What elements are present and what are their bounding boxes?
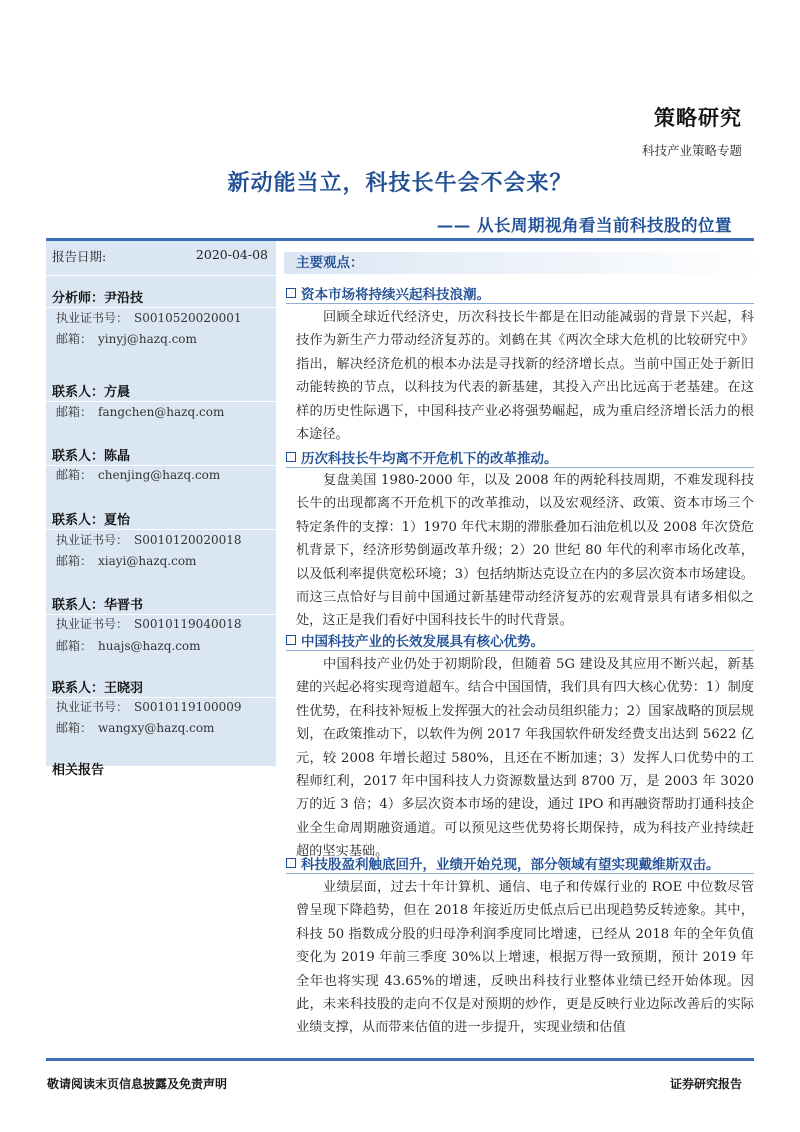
contact-cert-row: [56, 531, 268, 548]
sidebar-divider: [46, 275, 276, 276]
analyst-email[interactable]: yinyj@hazq.com: [98, 332, 197, 346]
contact-email[interactable]: wangxy@hazq.com: [98, 721, 215, 735]
section-body: 复盘美国 1980-2000 年，以及 2008 年的两轮科技周期，不难发现科技长牛的出现都离不开危机下的改革推动，以及宏观经济、政策、资本市场三个特定条件的支撑：1）1970 年代末期的滞胀叠加石油危机以及 2008 年次贷危机背景下，经济形势倒逼改革升级；2）20 世纪 80 年代的利率市场化改革，以及低利率提供宽松环境；3）包括纳斯达克设立在内的多层次资本市场建设。而这三点恰好与目前中国通过新基建带动经济复苏的宏观背景具有诸多相似之处，这正是我们看好中国科技长牛的时代背景。: [296, 473, 754, 629]
section-heading: [286, 630, 544, 650]
contact-cert-label: 执业证书号：: [56, 617, 129, 631]
contact-cert-row: [56, 615, 268, 632]
contact-name: 联系人：方晨: [52, 385, 131, 400]
contact-email[interactable]: fangchen@hazq.com: [98, 405, 225, 419]
report-date-row: [52, 247, 268, 265]
report-date-label: 报告日期:: [52, 249, 107, 264]
report-subcategory: 科技产业策略专题: [641, 143, 742, 158]
section-divider: [286, 873, 754, 874]
analyst-name: 分析师：尹沿技: [52, 291, 144, 306]
footer-disclaimer: 敬请阅读末页信息披露及免责声明: [47, 1077, 228, 1091]
contact-name: 联系人：王晓羽: [52, 681, 144, 696]
section-heading-text: 资本市场将持续兴起科技浪潮。: [301, 287, 490, 303]
section-divider: [286, 467, 754, 468]
contact-email-label: 邮箱：: [56, 721, 93, 735]
section-heading-text: 科技股盈利触底回升，业绩开始兑现，部分领域有望实现戴维斯双击。: [301, 857, 720, 873]
analyst-cert: S0010520020001: [134, 311, 242, 325]
section-heading: [286, 447, 558, 467]
viewpoint-label: 主要观点：: [284, 252, 762, 274]
section-divider: [286, 303, 754, 304]
contact-email-row: [56, 552, 268, 569]
contact-cert-row: [56, 698, 268, 715]
sidebar-divider: [46, 401, 276, 402]
sidebar-divider: [46, 307, 276, 308]
report-date: 2020-04-08: [195, 247, 268, 262]
contact-cert: S0010119100009: [134, 700, 242, 714]
analyst-cert-label: 执业证书号：: [56, 311, 129, 325]
related-reports-heading: 相关报告: [52, 763, 105, 778]
sidebar-divider: [46, 529, 276, 530]
contact-cert: S0010119040018: [134, 617, 242, 631]
footer-report-type: 证券研究报告: [669, 1077, 742, 1091]
section-body: 中国科技产业仍处于初期阶段，但随着 5G 建设及其应用不断兴起，新基建的兴起必将实现弯道超车。结合中国国情，我们具有四大核心优势：1）制度性优势，在科技补短板上发挥强大的社会动员组织能力；2）国家战略的顶层规划，在政策推动下，以软件为例 2017 年我国软件研发经费支出达到 5622 亿元，较 2008 年增长超过 580%，且还在不断加速；3）发挥人口优势中的工程师红利，2017 年中国科技人力资源数量达到 8700 万，是 2003 年 3020 万的近 3 倍；4）多层次资本市场的建设，通过 IPO 和再融资帮助打通科技企业全生命周期融资通道。可以预见这些优势将长期保持，成为科技产业持续赶超的坚实基础。: [296, 657, 754, 860]
checkbox-bullet-icon: [286, 288, 296, 298]
section-body: 业绩层面，过去十年计算机、通信、电子和传媒行业的 ROE 中位数尽管曾呈现下降趋势，但在 2018 年接近历史低点后已出现趋势反转迹象。其中，科技 50 指数成分股的归母净利润季度同比增速，已经从 2018 年的全年负值变化为 2019 年前三季度 30%以上增速，根据万得一致预期，预计 2019 年全年也将实现 43.65%的增速，反映出科技行业整体业绩已经开始体现。因此，未来科技股的走向不仅是对预期的炒作，更是反映行业边际改善后的实际业绩支撑，从而带来估值的进一步提升，实现业绩和估值: [296, 880, 754, 1036]
sidebar: [46, 241, 276, 778]
page-subtitle: —— 从长周期视角看当前科技股的位置: [436, 216, 732, 235]
section-heading: [286, 853, 720, 873]
report-category: 策略研究: [654, 105, 742, 130]
analyst-email-label: 邮箱：: [56, 332, 93, 346]
section-heading-text: 中国科技产业的长效发展具有核心优势。: [301, 634, 544, 650]
contact-email[interactable]: huajs@hazq.com: [98, 639, 201, 653]
checkbox-bullet-icon: [286, 452, 296, 462]
contact-name: 联系人：陈晶: [52, 449, 131, 464]
section-body: 回顾全球近代经济史，历次科技长牛都是在旧动能减弱的背景下兴起，科技作为新生产力带动经济复苏的。刘鹤在其《两次全球大危机的比较研究中》指出，解决经济危机的根本办法是寻找新的经济增长点。当前中国正处于新旧动能转换的节点，以科技为代表的新基建，其投入产出比远高于老基建。在这样的历史性际遇下，中国科技产业必将强势崛起，成为重启经济增长活力的根本途径。: [296, 310, 754, 443]
contact-email-row: [56, 637, 268, 654]
contact-email-row: [56, 466, 268, 483]
contact-cert: S0010120020018: [134, 533, 242, 547]
footer-divider: [46, 1058, 754, 1061]
contact-email-label: 邮箱：: [56, 639, 93, 653]
section-heading-text: 历次科技长牛均离不开危机下的改革推动。: [301, 451, 558, 467]
contact-name: 联系人：夏怡: [52, 513, 131, 528]
checkbox-bullet-icon: [286, 858, 296, 868]
contact-email[interactable]: xiayi@hazq.com: [98, 554, 197, 568]
page-title: 新动能当立，科技长牛会不会来？: [227, 170, 573, 196]
contact-cert-label: 执业证书号：: [56, 700, 129, 714]
checkbox-bullet-icon: [286, 635, 296, 645]
contact-name: 联系人：华晋书: [52, 598, 144, 613]
contact-email-row: [56, 403, 268, 420]
contact-email-label: 邮箱：: [56, 405, 93, 419]
analyst-email-row: [56, 330, 268, 347]
contact-email-row: [56, 719, 268, 736]
contact-email[interactable]: chenjing@hazq.com: [98, 468, 221, 482]
contact-email-label: 邮箱：: [56, 468, 93, 482]
section-divider: [286, 650, 754, 651]
analyst-cert-row: [56, 309, 268, 326]
section-heading: [286, 283, 490, 303]
contact-email-label: 邮箱：: [56, 554, 93, 568]
contact-cert-label: 执业证书号：: [56, 533, 129, 547]
